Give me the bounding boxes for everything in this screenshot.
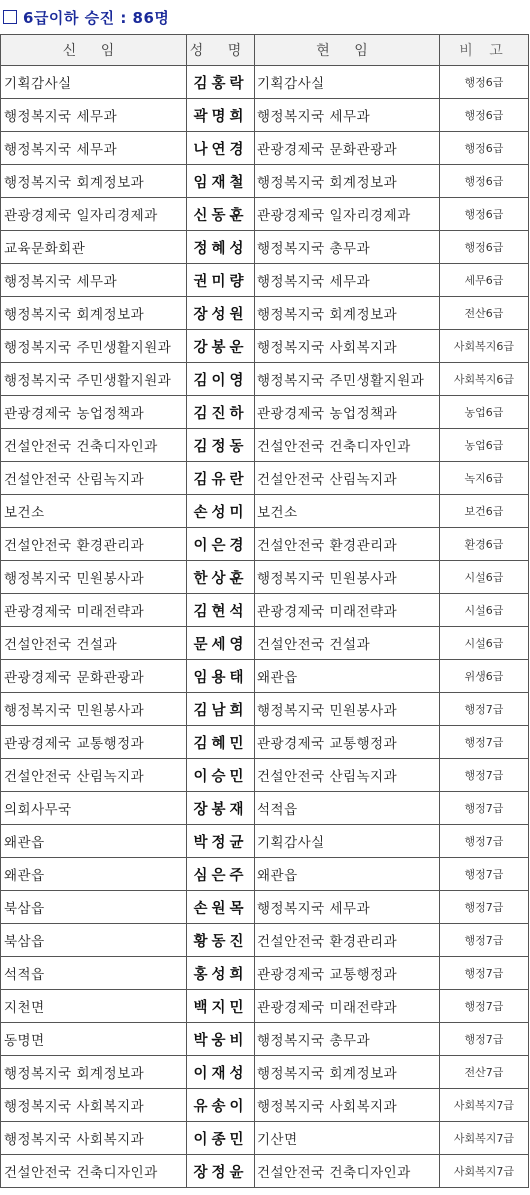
cell-name: 백지민 — [187, 990, 255, 1023]
cell-name: 김진하 — [187, 396, 255, 429]
table-row — [1, 330, 529, 363]
table-row — [1, 528, 529, 561]
table-row — [1, 660, 529, 693]
table-row — [1, 627, 529, 660]
cell-note: 환경6급 — [440, 528, 529, 561]
cell-current-post: 건설안전국 산림녹지과 — [255, 462, 440, 495]
cell-new-post: 왜관읍 — [1, 858, 187, 891]
cell-new-post: 행정복지국 회계정보과 — [1, 297, 187, 330]
table-row — [1, 1056, 529, 1089]
cell-new-post: 건설안전국 환경관리과 — [1, 528, 187, 561]
cell-note: 사회복지6급 — [440, 330, 529, 363]
cell-name: 이은경 — [187, 528, 255, 561]
cell-note: 행정6급 — [440, 165, 529, 198]
cell-name: 손원목 — [187, 891, 255, 924]
cell-new-post: 건설안전국 건축디자인과 — [1, 1155, 187, 1188]
cell-new-post: 지천면 — [1, 990, 187, 1023]
cell-new-post: 보건소 — [1, 495, 187, 528]
cell-note: 행정7급 — [440, 891, 529, 924]
table-row — [1, 1023, 529, 1056]
cell-name: 임용태 — [187, 660, 255, 693]
cell-new-post: 행정복지국 주민생활지원과 — [1, 363, 187, 396]
table-row — [1, 165, 529, 198]
cell-new-post: 관광경제국 문화관광과 — [1, 660, 187, 693]
cell-current-post: 보건소 — [255, 495, 440, 528]
cell-current-post: 건설안전국 건설과 — [255, 627, 440, 660]
cell-name: 장봉재 — [187, 792, 255, 825]
table-row — [1, 759, 529, 792]
cell-current-post: 건설안전국 산림녹지과 — [255, 759, 440, 792]
cell-new-post: 북삼읍 — [1, 924, 187, 957]
cell-current-post: 관광경제국 일자리경제과 — [255, 198, 440, 231]
cell-note: 행정7급 — [440, 924, 529, 957]
cell-current-post: 관광경제국 미래전략과 — [255, 594, 440, 627]
table-row — [1, 1089, 529, 1122]
cell-current-post: 관광경제국 농업정책과 — [255, 396, 440, 429]
cell-note: 세무6급 — [440, 264, 529, 297]
cell-name: 김홍락 — [187, 66, 255, 99]
cell-new-post: 왜관읍 — [1, 825, 187, 858]
cell-name: 김정동 — [187, 429, 255, 462]
cell-new-post: 행정복지국 회계정보과 — [1, 165, 187, 198]
cell-name: 손성미 — [187, 495, 255, 528]
table-row — [1, 825, 529, 858]
cell-current-post: 관광경제국 교통행정과 — [255, 726, 440, 759]
cell-name: 나연경 — [187, 132, 255, 165]
cell-note: 전산7급 — [440, 1056, 529, 1089]
cell-current-post: 왜관읍 — [255, 660, 440, 693]
table-row — [1, 66, 529, 99]
cell-name: 김현석 — [187, 594, 255, 627]
header-name: 성 명 — [187, 35, 255, 66]
cell-current-post: 관광경제국 교통행정과 — [255, 957, 440, 990]
cell-new-post: 기획감사실 — [1, 66, 187, 99]
cell-name: 김유란 — [187, 462, 255, 495]
cell-current-post: 행정복지국 민원봉사과 — [255, 693, 440, 726]
cell-current-post: 건설안전국 건축디자인과 — [255, 1155, 440, 1188]
section-header — [0, 0, 530, 34]
table-row — [1, 858, 529, 891]
cell-note: 행정6급 — [440, 198, 529, 231]
cell-note: 보건6급 — [440, 495, 529, 528]
cell-new-post: 교육문화회관 — [1, 231, 187, 264]
table-row — [1, 462, 529, 495]
header-current-post: 현 임 — [255, 35, 440, 66]
cell-current-post: 건설안전국 환경관리과 — [255, 528, 440, 561]
table-row — [1, 231, 529, 264]
cell-current-post: 행정복지국 세무과 — [255, 264, 440, 297]
cell-new-post: 행정복지국 사회복지과 — [1, 1089, 187, 1122]
cell-name: 박웅비 — [187, 1023, 255, 1056]
cell-new-post: 의회사무국 — [1, 792, 187, 825]
table-row — [1, 957, 529, 990]
cell-note: 행정7급 — [440, 726, 529, 759]
cell-note: 사회복지7급 — [440, 1122, 529, 1155]
cell-note: 행정7급 — [440, 693, 529, 726]
table-row — [1, 198, 529, 231]
table-row — [1, 297, 529, 330]
cell-note: 행정7급 — [440, 990, 529, 1023]
cell-current-post: 행정복지국 민원봉사과 — [255, 561, 440, 594]
cell-current-post: 기산면 — [255, 1122, 440, 1155]
cell-note: 행정7급 — [440, 957, 529, 990]
table-row — [1, 693, 529, 726]
cell-current-post: 건설안전국 환경관리과 — [255, 924, 440, 957]
table-row — [1, 264, 529, 297]
table-row — [1, 726, 529, 759]
cell-current-post: 석적읍 — [255, 792, 440, 825]
cell-current-post: 행정복지국 회계정보과 — [255, 165, 440, 198]
cell-name: 홍성희 — [187, 957, 255, 990]
section-title: 6급이하 승진 : 86명 — [23, 8, 170, 27]
cell-name: 신동훈 — [187, 198, 255, 231]
cell-note: 사회복지7급 — [440, 1089, 529, 1122]
cell-note: 시설6급 — [440, 561, 529, 594]
cell-note: 행정7급 — [440, 759, 529, 792]
table-row — [1, 792, 529, 825]
cell-note: 녹지6급 — [440, 462, 529, 495]
cell-note: 농업6급 — [440, 396, 529, 429]
cell-note: 행정6급 — [440, 231, 529, 264]
table-row — [1, 924, 529, 957]
cell-new-post: 건설안전국 산림녹지과 — [1, 759, 187, 792]
cell-current-post: 기획감사실 — [255, 825, 440, 858]
cell-note: 시설6급 — [440, 594, 529, 627]
table-row — [1, 363, 529, 396]
cell-name: 심은주 — [187, 858, 255, 891]
cell-current-post: 행정복지국 회계정보과 — [255, 1056, 440, 1089]
cell-name: 곽명희 — [187, 99, 255, 132]
table-row — [1, 132, 529, 165]
checkbox-icon — [3, 10, 17, 24]
cell-name: 박정균 — [187, 825, 255, 858]
cell-current-post: 기획감사실 — [255, 66, 440, 99]
table-row — [1, 1155, 529, 1188]
cell-note: 행정7급 — [440, 792, 529, 825]
cell-note: 농업6급 — [440, 429, 529, 462]
cell-new-post: 관광경제국 농업정책과 — [1, 396, 187, 429]
table-row — [1, 990, 529, 1023]
cell-current-post: 관광경제국 미래전략과 — [255, 990, 440, 1023]
cell-name: 임재철 — [187, 165, 255, 198]
cell-note: 사회복지7급 — [440, 1155, 529, 1188]
cell-note: 시설6급 — [440, 627, 529, 660]
cell-new-post: 건설안전국 건설과 — [1, 627, 187, 660]
cell-new-post: 동명면 — [1, 1023, 187, 1056]
cell-current-post: 행정복지국 총무과 — [255, 231, 440, 264]
cell-current-post: 왜관읍 — [255, 858, 440, 891]
cell-current-post: 건설안전국 건축디자인과 — [255, 429, 440, 462]
cell-new-post: 북삼읍 — [1, 891, 187, 924]
cell-current-post: 행정복지국 사회복지과 — [255, 330, 440, 363]
cell-new-post: 행정복지국 세무과 — [1, 132, 187, 165]
table-row — [1, 891, 529, 924]
cell-name: 김남희 — [187, 693, 255, 726]
cell-name: 한상훈 — [187, 561, 255, 594]
table-row — [1, 99, 529, 132]
cell-name: 황동진 — [187, 924, 255, 957]
cell-name: 이재성 — [187, 1056, 255, 1089]
cell-name: 이승민 — [187, 759, 255, 792]
cell-current-post: 행정복지국 세무과 — [255, 891, 440, 924]
cell-new-post: 건설안전국 산림녹지과 — [1, 462, 187, 495]
cell-new-post: 건설안전국 건축디자인과 — [1, 429, 187, 462]
cell-note: 사회복지6급 — [440, 363, 529, 396]
cell-name: 문세영 — [187, 627, 255, 660]
cell-current-post: 관광경제국 문화관광과 — [255, 132, 440, 165]
cell-current-post: 행정복지국 회계정보과 — [255, 297, 440, 330]
promotion-table — [0, 34, 529, 1188]
cell-new-post: 관광경제국 일자리경제과 — [1, 198, 187, 231]
cell-current-post: 행정복지국 총무과 — [255, 1023, 440, 1056]
cell-current-post: 행정복지국 사회복지과 — [255, 1089, 440, 1122]
cell-name: 김이영 — [187, 363, 255, 396]
table-header-row — [1, 35, 529, 66]
cell-note: 행정7급 — [440, 1023, 529, 1056]
cell-name: 이종민 — [187, 1122, 255, 1155]
header-note: 비 고 — [440, 35, 529, 66]
cell-name: 장정윤 — [187, 1155, 255, 1188]
cell-new-post: 석적읍 — [1, 957, 187, 990]
cell-name: 강봉운 — [187, 330, 255, 363]
cell-name: 유송이 — [187, 1089, 255, 1122]
cell-note: 행정6급 — [440, 66, 529, 99]
cell-name: 김혜민 — [187, 726, 255, 759]
table-row — [1, 429, 529, 462]
cell-new-post: 행정복지국 세무과 — [1, 264, 187, 297]
cell-new-post: 행정복지국 세무과 — [1, 99, 187, 132]
cell-note: 행정6급 — [440, 132, 529, 165]
cell-current-post: 행정복지국 주민생활지원과 — [255, 363, 440, 396]
cell-new-post: 행정복지국 민원봉사과 — [1, 693, 187, 726]
table-row — [1, 594, 529, 627]
cell-note: 행정7급 — [440, 858, 529, 891]
cell-current-post: 행정복지국 세무과 — [255, 99, 440, 132]
table-body — [1, 66, 529, 1188]
table-row — [1, 495, 529, 528]
cell-new-post: 행정복지국 민원봉사과 — [1, 561, 187, 594]
cell-new-post: 관광경제국 미래전략과 — [1, 594, 187, 627]
cell-name: 정혜성 — [187, 231, 255, 264]
cell-note: 위생6급 — [440, 660, 529, 693]
header-new-post: 신 임 — [1, 35, 187, 66]
cell-new-post: 행정복지국 사회복지과 — [1, 1122, 187, 1155]
cell-note: 행정6급 — [440, 99, 529, 132]
table-row — [1, 561, 529, 594]
table-row — [1, 1122, 529, 1155]
cell-new-post: 행정복지국 주민생활지원과 — [1, 330, 187, 363]
cell-new-post: 행정복지국 회계정보과 — [1, 1056, 187, 1089]
cell-note: 전산6급 — [440, 297, 529, 330]
cell-note: 행정7급 — [440, 825, 529, 858]
cell-new-post: 관광경제국 교통행정과 — [1, 726, 187, 759]
cell-name: 장성원 — [187, 297, 255, 330]
cell-name: 권미량 — [187, 264, 255, 297]
table-row — [1, 396, 529, 429]
